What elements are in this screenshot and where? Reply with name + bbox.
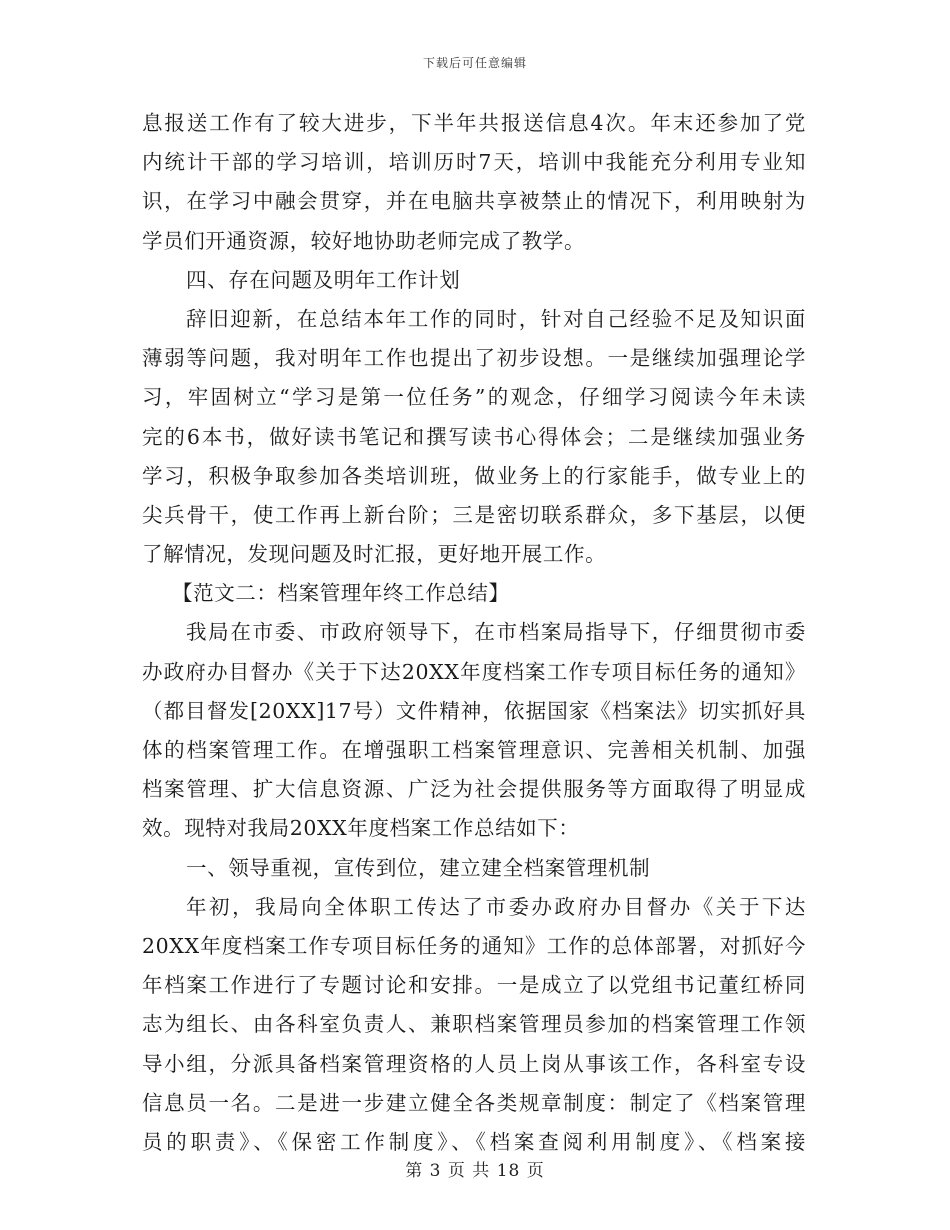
text-line: 效。现特对我局20XX年度档案工作总结如下： — [142, 816, 580, 841]
section-heading: 【范文二：档案管理年终工作总结】 — [172, 581, 510, 606]
section-heading: 一、领导重视，宣传到位，建立建全档案管理机制 — [186, 855, 651, 880]
text-line: 信息员一名。二是进一步建立健全各类规章制度：制定了《档案管理 — [142, 1090, 806, 1115]
text-line: 我局在市委、市政府领导下，在市档案局指导下，仔细贯彻市委 — [186, 620, 806, 645]
text-line: （都目督发[20XX]17号）文件精神，依据国家《档案法》切实抓好具 — [142, 698, 806, 723]
text-line: 了解情况，发现问题及时汇报，更好地开展工作。 — [142, 542, 607, 567]
text-line: 年档案工作进行了专题讨论和安排。一是成立了以党组书记董红桥同 — [142, 973, 806, 998]
text-line: 完的6本书，做好读书笔记和撰写读书心得体会；二是继续加强业务 — [142, 424, 806, 449]
text-line: 办政府办目督办《关于下达20XX年度档案工作专项目标任务的通知》 — [142, 659, 806, 684]
page-header: 下载后可任意编辑 — [422, 56, 527, 70]
text-line: 体的档案管理工作。在增强职工档案管理意识、完善相关机制、加强 — [142, 738, 806, 762]
text-line: 导小组，分派具备档案管理资格的人员上岗从事该工作，各科室专设 — [142, 1051, 806, 1076]
text-line: 习，牢固树立“学习是第一位任务”的观念，仔细学习阅读今年未读 — [142, 385, 806, 410]
text-line: 识，在学习中融会贯穿，并在电脑共享被禁止的情况下，利用映射为 — [142, 189, 806, 214]
text-line: 学习，积极争取参加各类培训班，做业务上的行家能手，做专业上的 — [142, 463, 806, 488]
text-line: 档案管理、扩大信息资源、广泛为社会提供服务等方面取得了明显成 — [142, 777, 806, 802]
text-line: 薄弱等问题，我对明年工作也提出了初步设想。一是继续加强理论学 — [142, 346, 806, 371]
text-line: 息报送工作有了较大进步，下半年共报送信息4次。年末还参加了党 — [142, 111, 806, 135]
document-body — [142, 104, 806, 1162]
section-heading: 四、存在问题及明年工作计划 — [186, 267, 461, 292]
text-line: 内统计干部的学习培训，培训历时7天，培训中我能充分利用专业知 — [142, 150, 806, 175]
text-line: 尖兵骨干，使工作再上新台阶；三是密切联系群众，多下基层，以便 — [142, 502, 806, 527]
text-line: 志为组长、由各科室负责人、兼职档案管理员参加的档案管理工作领 — [142, 1012, 806, 1037]
text-line: 学员们开通资源，较好地协助老师完成了教学。 — [142, 228, 586, 253]
text-line: 年初，我局向全体职工传达了市委办政府办目督办《关于下达 — [186, 894, 806, 919]
page-footer: 第 3 页 共 18 页 — [405, 1161, 545, 1181]
text-line: 员的职责》、《保密工作制度》、《档案查阅利用制度》、《档案接 — [142, 1129, 806, 1154]
text-line: 辞旧迎新，在总结本年工作的同时，针对自己经验不足及知识面 — [186, 306, 806, 331]
text-line: 20XX年度档案工作专项目标任务的通知》工作的总体部署，对抓好今 — [142, 933, 806, 958]
